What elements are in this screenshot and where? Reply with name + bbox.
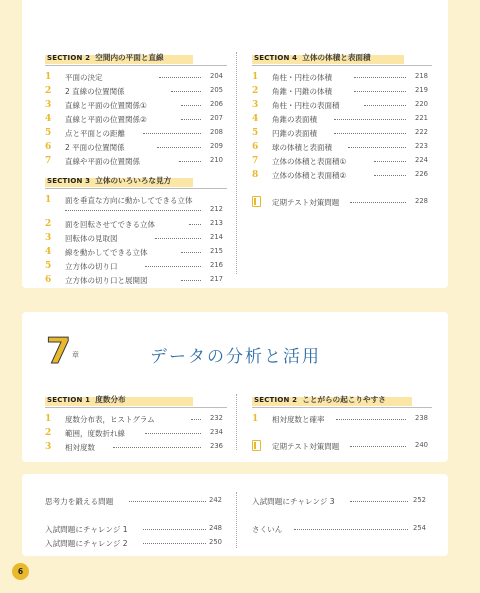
entry-number: 6 (252, 142, 259, 152)
entry-page: 210 (210, 156, 223, 164)
page-number-badge: 6 (12, 563, 29, 580)
entry-number: 2 (45, 428, 52, 438)
appendix-entry[interactable] (252, 496, 426, 510)
toc-entry-test[interactable] (252, 440, 432, 454)
entry-page: 217 (210, 275, 223, 283)
toc-entry[interactable] (252, 99, 432, 113)
entry-number: 5 (45, 261, 52, 271)
toc-entry[interactable] (45, 246, 227, 260)
entry-title: 立体の体積と表面積② (272, 171, 347, 180)
appendix-entry[interactable] (45, 524, 222, 538)
toc-entry[interactable] (45, 141, 227, 155)
toc-entry-test[interactable] (252, 196, 432, 210)
column-divider (236, 394, 237, 450)
section-label: SECTION 3 (47, 177, 91, 185)
toc-entry[interactable] (45, 441, 227, 455)
toc-entry[interactable] (45, 85, 227, 99)
section-title: 立体のいろいろな見方 (95, 176, 172, 185)
entry-title: 入試問題にチャレンジ 3 (252, 497, 335, 506)
entry-number: 2 (45, 219, 52, 229)
entry-number: 7 (45, 156, 52, 166)
entry-number: 1 (45, 72, 52, 82)
entry-title: 入試問題にチャレンジ 2 (45, 539, 128, 548)
appendix-entry[interactable] (252, 524, 426, 538)
entry-page: 234 (210, 428, 223, 436)
toc-entry[interactable] (45, 260, 227, 274)
entry-title: 球の体積と表面積 (272, 143, 332, 152)
entry-title: 範囲，度数折れ線 (65, 429, 125, 438)
toc-entry[interactable] (252, 113, 432, 127)
toc-entry[interactable] (45, 232, 227, 246)
toc-entry[interactable] (252, 127, 432, 141)
entry-page: 216 (210, 261, 223, 269)
section-title: 空間内の平面と直線 (95, 53, 164, 62)
entry-page: 204 (210, 72, 223, 80)
section-title: ことがらの起こりやすさ (302, 395, 386, 404)
entry-title: 度数分布表，ヒストグラム (65, 415, 155, 424)
entry-page: 238 (415, 414, 428, 422)
entry-number: 3 (45, 233, 52, 243)
entry-number: 1 (45, 195, 52, 205)
section-title: 度数分布 (95, 395, 126, 404)
chapter-suffix: 章 (72, 351, 79, 359)
entry-title: 平面の決定 (65, 73, 103, 82)
entry-title: 直線や平面の位置関係 (65, 157, 140, 166)
section-2-block (45, 52, 227, 169)
entry-page: 252 (413, 496, 426, 504)
toc-entry[interactable] (252, 155, 432, 169)
entry-title: 角柱・円柱の表面積 (272, 101, 340, 110)
entry-title: 相対度数と確率 (272, 415, 325, 424)
entry-number: 4 (45, 247, 52, 257)
entry-title: 2 直線の位置関係 (65, 87, 125, 96)
entry-page: 208 (210, 128, 223, 136)
toc-entry[interactable] (252, 71, 432, 85)
entry-page: 226 (415, 170, 428, 178)
entry-title: 立方体の切り口 (65, 262, 118, 271)
appendix-entry[interactable] (45, 496, 222, 510)
entry-number: 6 (45, 142, 52, 152)
toc-entry[interactable] (45, 413, 227, 427)
entry-title: 2 平面の位置関係 (65, 143, 125, 152)
entry-title: 立方体の切り口と展開図 (65, 276, 148, 285)
toc-entry[interactable] (252, 413, 432, 427)
entry-title: 面を垂直な方向に動かしてできる立体 (65, 196, 193, 205)
entry-number: 8 (252, 170, 259, 180)
entry-number: 1 (252, 72, 259, 82)
entry-number: 4 (45, 114, 52, 124)
entry-page: 212 (210, 205, 223, 213)
ch7-section-1-block (45, 394, 227, 455)
section-header (45, 175, 227, 189)
entry-title: 円錐の表面積 (272, 129, 317, 138)
entry-page: 224 (415, 156, 428, 164)
entry-title: 直線と平面の位置関係② (65, 115, 147, 124)
section-header (45, 394, 227, 408)
entry-number: 6 (45, 275, 52, 285)
column-divider (236, 492, 237, 548)
entry-title: 角柱・円柱の体積 (272, 73, 332, 82)
column-divider (236, 52, 237, 274)
entry-page: 240 (415, 441, 428, 449)
entry-title: 角錐・円錐の体積 (272, 87, 332, 96)
book-icon (252, 440, 261, 451)
entry-page: 213 (210, 219, 223, 227)
entry-number: 2 (45, 86, 52, 96)
entry-number: 5 (45, 128, 52, 138)
entry-page: 232 (210, 414, 223, 422)
entry-number: 4 (252, 114, 259, 124)
toc-entry[interactable] (45, 194, 227, 218)
entry-number: 5 (252, 128, 259, 138)
entry-page: 218 (415, 72, 428, 80)
entry-title: 定期テスト対策問題 (272, 442, 340, 451)
entry-page: 219 (415, 86, 428, 94)
entry-page: 223 (415, 142, 428, 150)
entry-number: 1 (252, 414, 259, 424)
entry-number: 3 (252, 100, 259, 110)
section-header (45, 52, 227, 66)
toc-entry[interactable] (45, 427, 227, 441)
entry-page: 207 (210, 114, 223, 122)
entry-page: 250 (209, 538, 222, 546)
entry-title: 思考力を鍛える問題 (45, 497, 114, 506)
section-label: SECTION 1 (47, 396, 91, 404)
toc-entry[interactable] (45, 71, 227, 85)
toc-entry[interactable] (45, 274, 227, 288)
entry-title: 定期テスト対策問題 (272, 198, 340, 207)
entry-title: 相対度数 (65, 443, 95, 452)
entry-page: 248 (209, 524, 222, 532)
entry-title: 点と平面との距離 (65, 129, 125, 138)
section-3-block (45, 175, 227, 288)
entry-number: 3 (45, 442, 52, 452)
entry-number: 3 (45, 100, 52, 110)
entry-page: 214 (210, 233, 223, 241)
toc-entry[interactable] (45, 127, 227, 141)
book-icon (252, 196, 261, 207)
entry-title: 入試問題にチャレンジ 1 (45, 525, 128, 534)
toc-entry[interactable] (45, 99, 227, 113)
section-label: SECTION 4 (254, 54, 298, 62)
chapter-number: 7 (46, 331, 72, 372)
toc-entry[interactable] (45, 155, 227, 169)
entry-page: 221 (415, 114, 428, 122)
entry-title: 線を動かしてできる立体 (65, 248, 148, 257)
section-header (252, 52, 432, 66)
entry-page: 242 (209, 496, 222, 504)
entry-page: 236 (210, 442, 223, 450)
entry-page: 222 (415, 128, 428, 136)
entry-page: 215 (210, 247, 223, 255)
section-4-block (252, 52, 432, 210)
appendix-entry[interactable] (45, 538, 222, 552)
entry-number: 1 (45, 414, 52, 424)
entry-page: 254 (413, 524, 426, 532)
section-header (252, 394, 432, 408)
entry-title: 面を回転させてできる立体 (65, 220, 155, 229)
entry-page: 209 (210, 142, 223, 150)
entry-page: 228 (415, 197, 428, 205)
entry-page: 206 (210, 100, 223, 108)
toc-entry[interactable] (45, 113, 227, 127)
entry-title: さくいん (252, 525, 283, 534)
toc-entry[interactable] (252, 85, 432, 99)
toc-entry[interactable] (45, 218, 227, 232)
toc-entry[interactable] (252, 169, 432, 183)
entry-number: 2 (252, 86, 259, 96)
section-label: SECTION 2 (254, 396, 298, 404)
entry-page: 220 (415, 100, 428, 108)
entry-page: 205 (210, 86, 223, 94)
entry-title: 角錐の表面積 (272, 115, 317, 124)
toc-entry[interactable] (252, 141, 432, 155)
section-label: SECTION 2 (47, 54, 91, 62)
entry-title: 回転体の見取図 (65, 234, 118, 243)
entry-title: 直線と平面の位置関係① (65, 101, 147, 110)
ch7-section-2-block (252, 394, 432, 454)
chapter-title[interactable]: データの分析と活用 (150, 347, 321, 367)
entry-title: 立体の体積と表面積① (272, 157, 347, 166)
entry-number: 7 (252, 156, 259, 166)
section-title: 立体の体積と表面積 (302, 53, 371, 62)
